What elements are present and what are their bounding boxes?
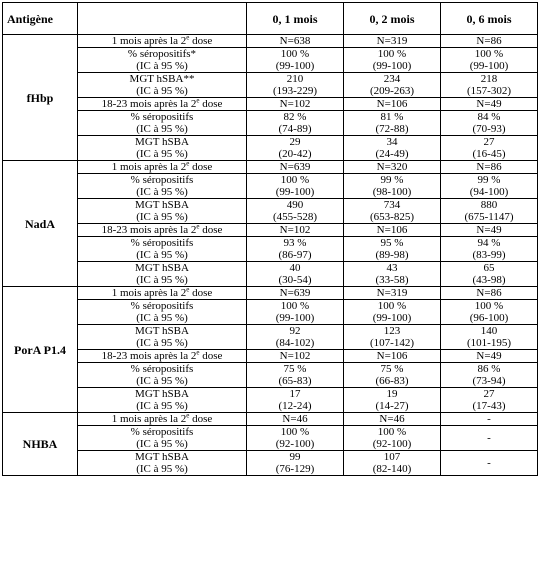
value-cell — [441, 237, 538, 262]
value-cell — [344, 136, 441, 161]
value-cell — [441, 48, 538, 73]
confidence-interval-label: (IC à 95 %) — [136, 85, 188, 97]
value-main: 490 — [286, 199, 304, 211]
timepoint-text-end: dose — [199, 224, 223, 236]
timepoint-text: 1 mois après la 2 — [111, 287, 187, 299]
confidence-interval-label: (IC à 95 %) — [136, 211, 188, 223]
confidence-interval-label: (IC à 95 %) — [136, 438, 188, 450]
value-cell: N=102 — [247, 98, 344, 111]
table-row — [3, 237, 538, 262]
table-row — [3, 451, 538, 476]
header-antigen: Antigène — [3, 3, 78, 35]
timepoint-text-end: dose — [189, 413, 213, 425]
measure-name: MGT hSBA — [135, 388, 189, 400]
measure-name: % séropositifs — [130, 363, 194, 375]
value-main: 734 — [383, 199, 401, 211]
table-row — [3, 350, 538, 363]
value-cell — [344, 451, 441, 476]
value-cell: N=49 — [441, 350, 538, 363]
timepoint-label — [78, 98, 247, 111]
table-row — [3, 363, 538, 388]
header-measure — [78, 3, 247, 35]
value-main: 95 % — [380, 237, 404, 249]
header-schedule-0-6: 0, 6 mois — [441, 3, 538, 35]
value-ci: (83-99) — [472, 249, 506, 261]
timepoint-text: 1 mois après la 2 — [111, 413, 187, 425]
header-schedule-0-1: 0, 1 mois — [247, 3, 344, 35]
value-ci: (33-58) — [375, 274, 409, 286]
value-cell: N=86 — [441, 161, 538, 174]
measure-name: % séropositifs — [130, 237, 194, 249]
value-main: 29 — [289, 136, 301, 148]
value-main: - — [487, 457, 491, 469]
measure-name: MGT hSBA — [135, 325, 189, 337]
value-cell: N=86 — [441, 35, 538, 48]
value-cell — [344, 426, 441, 451]
value-cell — [344, 174, 441, 199]
value-main: 99 — [289, 451, 301, 463]
measure-label — [78, 426, 247, 451]
value-cell: N=319 — [344, 287, 441, 300]
value-cell — [247, 73, 344, 98]
ordinal-suffix: e — [196, 349, 200, 357]
timepoint-text: 18-23 mois après la 2 — [101, 224, 197, 236]
value-main: 100 % — [280, 48, 310, 60]
value-ci: (70-93) — [472, 123, 506, 135]
value-main: - — [487, 432, 491, 444]
table-row — [3, 325, 538, 350]
value-main: 140 — [480, 325, 498, 337]
value-ci: (86-97) — [278, 249, 312, 261]
table-body — [3, 35, 538, 476]
value-main: 86 % — [477, 363, 501, 375]
value-main: 210 — [286, 73, 304, 85]
value-cell — [441, 426, 538, 451]
table-row — [3, 199, 538, 224]
value-ci: (82-140) — [372, 463, 412, 475]
value-cell: N=86 — [441, 287, 538, 300]
value-main: 40 — [289, 262, 301, 274]
antigen-cell: NadA — [3, 161, 78, 287]
value-ci: (99-100) — [372, 312, 412, 324]
value-cell: N=319 — [344, 35, 441, 48]
value-cell — [247, 174, 344, 199]
measure-label — [78, 300, 247, 325]
timepoint-text-end: dose — [199, 98, 223, 110]
value-main: 107 — [383, 451, 401, 463]
value-ci: (157-302) — [467, 85, 511, 97]
table-row — [3, 300, 538, 325]
value-main: 99 % — [380, 174, 404, 186]
value-main: 100 % — [377, 48, 407, 60]
timepoint-text-end: dose — [189, 287, 213, 299]
value-ci: (20-42) — [278, 148, 312, 160]
value-main: 234 — [383, 73, 401, 85]
measure-name: MGT hSBA — [135, 136, 189, 148]
value-ci: (76-129) — [275, 463, 315, 475]
value-cell: N=46 — [344, 413, 441, 426]
value-cell — [441, 262, 538, 287]
header-row — [3, 3, 538, 35]
value-cell — [344, 325, 441, 350]
value-ci: (96-100) — [469, 312, 509, 324]
ordinal-suffix: e — [186, 34, 190, 42]
timepoint-label — [78, 161, 247, 174]
measure-label — [78, 199, 247, 224]
value-main: 34 — [386, 136, 398, 148]
value-ci: (99-100) — [275, 186, 315, 198]
measure-label — [78, 48, 247, 73]
measure-name: MGT hSBA — [135, 262, 189, 274]
value-ci: (92-100) — [275, 438, 315, 450]
timepoint-label — [78, 35, 247, 48]
timepoint-text-end: dose — [189, 35, 213, 47]
ordinal-suffix: e — [186, 412, 190, 420]
timepoint-text-end: dose — [199, 350, 223, 362]
table-row — [3, 413, 538, 426]
value-cell — [441, 199, 538, 224]
value-cell — [441, 174, 538, 199]
value-cell — [344, 237, 441, 262]
value-main: 81 % — [380, 111, 404, 123]
value-ci: (107-142) — [370, 337, 414, 349]
header-schedule-0-2: 0, 2 mois — [344, 3, 441, 35]
value-main: 65 — [483, 262, 495, 274]
value-cell: N=102 — [247, 350, 344, 363]
value-main: 93 % — [283, 237, 307, 249]
measure-label — [78, 136, 247, 161]
value-ci: (74-89) — [278, 123, 312, 135]
value-cell — [344, 300, 441, 325]
table-row — [3, 111, 538, 136]
value-main: 100 % — [280, 426, 310, 438]
measure-name: % séropositifs — [130, 174, 194, 186]
value-cell — [247, 325, 344, 350]
measure-label — [78, 237, 247, 262]
measure-label — [78, 73, 247, 98]
value-main: 75 % — [380, 363, 404, 375]
value-cell: N=106 — [344, 350, 441, 363]
value-main: 84 % — [477, 111, 501, 123]
value-main: 82 % — [283, 111, 307, 123]
value-ci: (12-24) — [278, 400, 312, 412]
value-main: 100 % — [377, 300, 407, 312]
value-ci: (30-54) — [278, 274, 312, 286]
value-cell — [344, 48, 441, 73]
measure-name: MGT hSBA** — [129, 73, 195, 85]
value-ci: (653-825) — [370, 211, 414, 223]
value-main: 100 % — [280, 174, 310, 186]
value-main: 27 — [483, 388, 495, 400]
value-ci: (16-45) — [472, 148, 506, 160]
timepoint-text: 1 mois après la 2 — [111, 35, 187, 47]
value-cell — [441, 388, 538, 413]
ordinal-suffix: e — [186, 286, 190, 294]
value-cell: N=106 — [344, 224, 441, 237]
measure-name: MGT hSBA — [135, 199, 189, 211]
measure-name: % séropositifs — [130, 300, 194, 312]
value-ci: (84-102) — [275, 337, 315, 349]
confidence-interval-label: (IC à 95 %) — [136, 186, 188, 198]
value-cell — [441, 73, 538, 98]
value-ci: (73-94) — [472, 375, 506, 387]
antigen-cell: PorA P1.4 — [3, 287, 78, 413]
timepoint-label — [78, 350, 247, 363]
table-row — [3, 48, 538, 73]
value-ci: (98-100) — [372, 186, 412, 198]
value-cell — [247, 136, 344, 161]
measure-name: % séropositifs — [130, 111, 194, 123]
value-cell — [247, 363, 344, 388]
value-ci: (99-100) — [275, 312, 315, 324]
value-cell: N=102 — [247, 224, 344, 237]
value-ci: (99-100) — [372, 60, 412, 72]
value-main: 100 % — [474, 300, 504, 312]
measure-name: % séropositifs — [130, 426, 194, 438]
value-main: 218 — [480, 73, 498, 85]
value-cell — [441, 325, 538, 350]
timepoint-label — [78, 287, 247, 300]
value-cell — [247, 426, 344, 451]
value-ci: (89-98) — [375, 249, 409, 261]
confidence-interval-label: (IC à 95 %) — [136, 337, 188, 349]
table-row — [3, 388, 538, 413]
value-main: 880 — [480, 199, 498, 211]
value-ci: (94-100) — [469, 186, 509, 198]
value-cell: N=638 — [247, 35, 344, 48]
confidence-interval-label: (IC à 95 %) — [136, 463, 188, 475]
measure-name: % séropositifs* — [127, 48, 197, 60]
value-cell: N=46 — [247, 413, 344, 426]
value-main: 75 % — [283, 363, 307, 375]
value-cell: N=49 — [441, 224, 538, 237]
value-main: 123 — [383, 325, 401, 337]
value-ci: (14-27) — [375, 400, 409, 412]
value-main: 27 — [483, 136, 495, 148]
value-ci: (17-43) — [472, 400, 506, 412]
timepoint-label — [78, 224, 247, 237]
value-cell: - — [441, 413, 538, 426]
value-cell — [344, 363, 441, 388]
value-cell — [247, 111, 344, 136]
table-row — [3, 287, 538, 300]
measure-label — [78, 388, 247, 413]
table-row — [3, 224, 538, 237]
table-row — [3, 73, 538, 98]
confidence-interval-label: (IC à 95 %) — [136, 312, 188, 324]
antigen-cell: NHBA — [3, 413, 78, 476]
value-ci: (43-98) — [472, 274, 506, 286]
value-ci: (92-100) — [372, 438, 412, 450]
value-cell — [344, 199, 441, 224]
timepoint-text-end: dose — [189, 161, 213, 173]
value-ci: (675-1147) — [464, 211, 514, 223]
value-main: 94 % — [477, 237, 501, 249]
ordinal-suffix: e — [196, 223, 200, 231]
value-cell — [441, 136, 538, 161]
value-cell — [247, 48, 344, 73]
value-cell — [441, 363, 538, 388]
value-main: 100 % — [280, 300, 310, 312]
value-cell — [247, 300, 344, 325]
confidence-interval-label: (IC à 95 %) — [136, 123, 188, 135]
value-cell — [441, 300, 538, 325]
value-ci: (193-229) — [273, 85, 317, 97]
value-cell: N=639 — [247, 287, 344, 300]
value-ci: (99-100) — [275, 60, 315, 72]
value-cell — [344, 262, 441, 287]
value-cell: N=106 — [344, 98, 441, 111]
table-row — [3, 426, 538, 451]
table-row — [3, 98, 538, 111]
value-main: 92 — [289, 325, 301, 337]
value-cell — [247, 199, 344, 224]
confidence-interval-label: (IC à 95 %) — [136, 249, 188, 261]
ordinal-suffix: e — [186, 160, 190, 168]
measure-name: MGT hSBA — [135, 451, 189, 463]
value-ci: (72-88) — [375, 123, 409, 135]
confidence-interval-label: (IC à 95 %) — [136, 148, 188, 160]
value-ci: (65-83) — [278, 375, 312, 387]
confidence-interval-label: (IC à 95 %) — [136, 274, 188, 286]
value-cell — [441, 451, 538, 476]
value-ci: (24-49) — [375, 148, 409, 160]
confidence-interval-label: (IC à 95 %) — [136, 60, 188, 72]
measure-label — [78, 111, 247, 136]
value-main: 19 — [386, 388, 398, 400]
measure-label — [78, 325, 247, 350]
value-ci: (99-100) — [469, 60, 509, 72]
table-row — [3, 161, 538, 174]
value-cell — [344, 73, 441, 98]
value-main: 17 — [289, 388, 301, 400]
confidence-interval-label: (IC à 95 %) — [136, 400, 188, 412]
value-cell — [247, 451, 344, 476]
timepoint-text: 1 mois après la 2 — [111, 161, 187, 173]
table-row — [3, 136, 538, 161]
table-row — [3, 262, 538, 287]
value-ci: (209-263) — [370, 85, 414, 97]
value-cell: N=639 — [247, 161, 344, 174]
immunogenicity-table — [2, 2, 538, 476]
measure-label — [78, 174, 247, 199]
value-main: 100 % — [474, 48, 504, 60]
value-ci: (101-195) — [467, 337, 511, 349]
timepoint-text: 18-23 mois après la 2 — [101, 350, 197, 362]
measure-label — [78, 451, 247, 476]
value-main: 100 % — [377, 426, 407, 438]
value-cell: N=49 — [441, 98, 538, 111]
value-cell — [441, 111, 538, 136]
table-row — [3, 35, 538, 48]
measure-label — [78, 363, 247, 388]
value-cell — [247, 262, 344, 287]
value-cell — [344, 111, 441, 136]
value-main: 99 % — [477, 174, 501, 186]
timepoint-text: 18-23 mois après la 2 — [101, 98, 197, 110]
value-cell: N=320 — [344, 161, 441, 174]
value-ci: (66-83) — [375, 375, 409, 387]
confidence-interval-label: (IC à 95 %) — [136, 375, 188, 387]
antigen-cell: fHbp — [3, 35, 78, 161]
measure-label — [78, 262, 247, 287]
timepoint-label — [78, 413, 247, 426]
value-cell — [247, 388, 344, 413]
table-row — [3, 174, 538, 199]
ordinal-suffix: e — [196, 97, 200, 105]
value-cell — [344, 388, 441, 413]
value-ci: (455-528) — [273, 211, 317, 223]
value-main: 43 — [386, 262, 398, 274]
value-cell — [247, 237, 344, 262]
